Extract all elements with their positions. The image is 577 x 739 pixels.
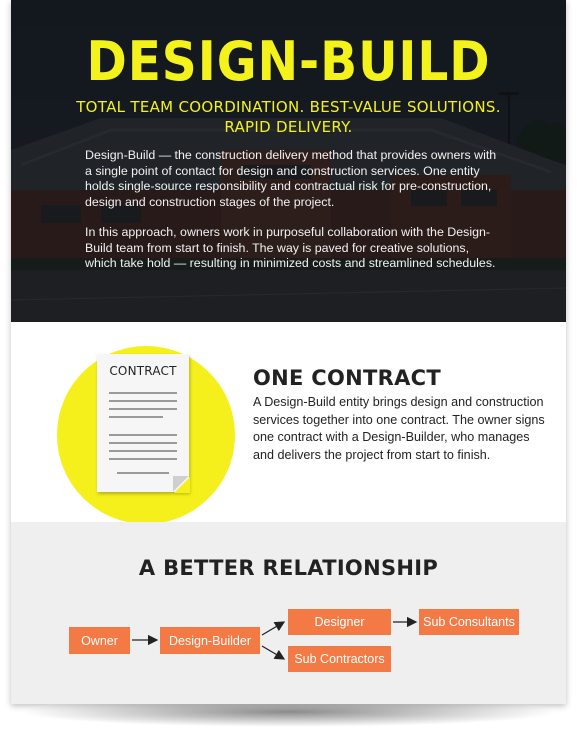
one-contract-body: A Design-Build entity brings design and construction services together into one contract. The owner signs one contract with a Design-Builder, who manages and delivers the project from start to finish. [253,395,545,462]
infographic-page [11,0,566,704]
hero-paragraph-2: In this approach, owners work in purposeful collaboration with the Design-Build team from start to finish. The way is paved for creative solutions, which take hold — resulting in minimized costs and streamlined schedules. [85,225,496,270]
document-text-line [117,472,169,474]
document-text-line [109,392,177,394]
owner-box: Owner [69,627,130,654]
document-text-line [109,458,177,460]
document-text-line [109,434,177,436]
arrow-builder-to-subcontractors [262,646,284,659]
arrow-builder-to-designer [262,622,284,635]
hero-subtitle: TOTAL TEAM COORDINATION. BEST-VALUE SOLUTIONS. RAPID DELIVERY. [76,98,501,136]
relationship-title: A BETTER RELATIONSHIP [138,556,439,580]
document-text-line [109,400,177,402]
contract-document-icon [97,354,189,492]
one-contract-section [11,322,566,522]
document-text-line [109,408,177,410]
page-fold-corner [174,477,190,493]
hero-paragraph-1: Design-Build — the construction delivery method that provides owners with a single point of contact for design and construction services. One entity holds single-source responsibility and contractual risk for pre-construction, design and construction stages of the project. [85,148,497,209]
document-text-line [109,416,163,418]
design-builder-box: Design-Builder [160,627,260,654]
sub-consultants-box: Sub Consultants [419,609,519,635]
sub-contractors-box: Sub Contractors [288,646,391,672]
document-text-line [109,450,177,452]
relationship-section [11,522,566,704]
designer-box: Designer [288,609,391,635]
contract-document-label: CONTRACT [109,364,177,378]
hero-title: DESIGN-BUILD [86,30,491,93]
document-text-line [109,442,177,444]
hero-section [11,0,566,322]
one-contract-title: ONE CONTRACT [253,366,442,390]
